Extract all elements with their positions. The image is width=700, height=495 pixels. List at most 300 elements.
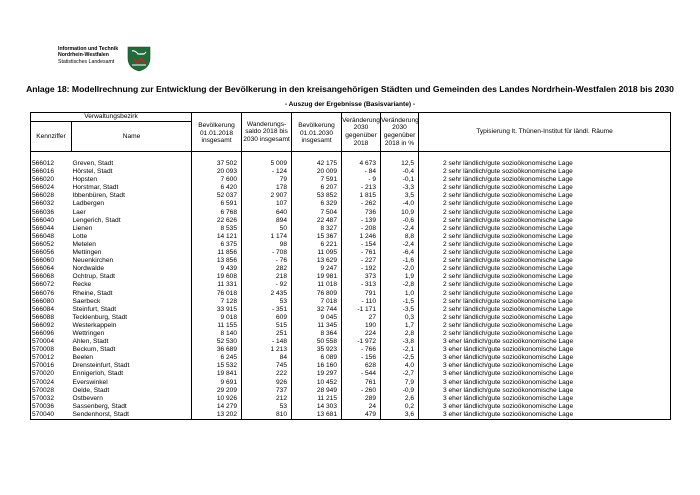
table-row: [31, 200, 671, 208]
kennziffer-cell: 566048: [31, 233, 72, 241]
veraenderung-cell: 190: [342, 322, 381, 330]
wanderung-cell: 745: [242, 362, 292, 370]
veraenderung-pct-cell: -2,0: [381, 265, 419, 273]
typisierung-cell: 3 eher ländlich/gute sozioökonomische Lage: [419, 395, 671, 403]
bev2018-cell: 10 926: [192, 395, 242, 403]
bev2030-cell: 10 452: [292, 379, 342, 387]
name-cell: Lotte: [72, 233, 192, 241]
table-row: [31, 403, 671, 411]
veraenderung-pct-cell: 2,8: [381, 330, 419, 338]
it-nrw-logo: [58, 46, 228, 76]
bev2018-cell: 6 245: [192, 354, 242, 362]
bev2030-cell: 7 018: [292, 298, 342, 306]
veraenderung-cell: - 313: [342, 281, 381, 289]
veraenderung-pct-cell: -3,8: [381, 338, 419, 346]
typisierung-cell: 3 eher ländlich/gute sozioökonomische Lage: [419, 411, 671, 420]
bev2030-cell: 11 018: [292, 281, 342, 289]
table-row: [31, 387, 671, 395]
table-row: [31, 354, 671, 362]
bev2018-cell: 11 856: [192, 249, 242, 257]
typisierung-cell: 2 sehr ländlich/gute sozioökonomische Lage: [419, 298, 671, 306]
name-cell: Laer: [72, 209, 192, 217]
table-row: [31, 411, 671, 420]
table-row: [31, 241, 671, 249]
veraenderung-cell: - 156: [342, 354, 381, 362]
kennziffer-cell: 570036: [31, 403, 72, 411]
table-row: [31, 209, 671, 217]
page-subtitle: - Auszug der Ergebnisse (Basisvariante) -: [284, 101, 416, 108]
kennziffer-cell: 566084: [31, 306, 72, 314]
kennziffer-cell: 566028: [31, 192, 72, 200]
kennziffer-cell: 570012: [31, 354, 72, 362]
name-cell: Beelen: [72, 354, 192, 362]
name-cell: Ochtrup, Stadt: [72, 273, 192, 281]
kennziffer-cell: 566080: [31, 298, 72, 306]
veraenderung-cell: 1 815: [342, 192, 381, 200]
bev2030-cell: 7 591: [292, 176, 342, 184]
typisierung-cell: 2 sehr ländlich/gute sozioökonomische Lage: [419, 217, 671, 225]
wanderung-cell: 609: [242, 314, 292, 322]
bev2030-cell: 6 329: [292, 200, 342, 208]
veraenderung-pct-cell: -2,5: [381, 354, 419, 362]
bev2030-cell: 11 345: [292, 322, 342, 330]
veraenderung-cell: - 110: [342, 298, 381, 306]
name-cell: Ladbergen: [72, 200, 192, 208]
veraenderung-pct-cell: 1,9: [381, 273, 419, 281]
kennziffer-cell: 566056: [31, 249, 72, 257]
typisierung-cell: 2 sehr ländlich/gute sozioökonomische Lage: [419, 265, 671, 273]
veraenderung-cell: - 84: [342, 168, 381, 176]
table-row: [31, 168, 671, 176]
typisierung-cell: 2 sehr ländlich/gute sozioökonomische Lage: [419, 241, 671, 249]
bev2018-cell: 7 600: [192, 176, 242, 184]
name-cell: Oelde, Stadt: [72, 387, 192, 395]
typisierung-cell: 2 sehr ländlich/gute sozioökonomische Lage: [419, 290, 671, 298]
bev2030-cell: 19 297: [292, 370, 342, 378]
bev2030-cell: 11 095: [292, 249, 342, 257]
typisierung-cell: 2 sehr ländlich/gute sozioökonomische Lage: [419, 168, 671, 176]
kennziffer-cell: 570032: [31, 395, 72, 403]
bev2018-cell: 29 209: [192, 387, 242, 395]
wanderung-cell: 5 009: [242, 152, 292, 169]
wanderung-cell: 1 213: [242, 346, 292, 354]
typisierung-cell: 2 sehr ländlich/gute sozioökonomische Lage: [419, 176, 671, 184]
kennziffer-cell: 566060: [31, 257, 72, 265]
wanderung-cell: 178: [242, 184, 292, 192]
name-cell: Lengerich, Stadt: [72, 217, 192, 225]
typisierung-cell: 2 sehr ländlich/gute sozioökonomische Lage: [419, 330, 671, 338]
wanderung-cell: 2 907: [242, 192, 292, 200]
typisierung-cell: 3 eher ländlich/gute sozioökonomische Lage: [419, 370, 671, 378]
bev2030-cell: 15 367: [292, 233, 342, 241]
veraenderung-pct-cell: 0,3: [381, 314, 419, 322]
bev2018-cell: 6 375: [192, 241, 242, 249]
bev2030-cell: 32 744: [292, 306, 342, 314]
nrw-coat-of-arms-icon: [124, 46, 154, 72]
veraenderung-pct-cell: -1,5: [381, 298, 419, 306]
kennziffer-cell: 566040: [31, 217, 72, 225]
typisierung-cell: 2 sehr ländlich/gute sozioökonomische Lage: [419, 322, 671, 330]
veraenderung-pct-cell: 10,9: [381, 209, 419, 217]
veraenderung-cell: 24: [342, 403, 381, 411]
wanderung-cell: - 148: [242, 338, 292, 346]
table-row: [31, 192, 671, 200]
bev2030-cell: 35 923: [292, 346, 342, 354]
wanderung-cell: 515: [242, 322, 292, 330]
bev2030-cell: 6 221: [292, 241, 342, 249]
table-row: [31, 298, 671, 306]
table-row: [31, 395, 671, 403]
veraenderung-cell: - 761: [342, 249, 381, 257]
bev2018-cell: 76 018: [192, 290, 242, 298]
typisierung-cell: 2 sehr ländlich/gute sozioökonomische Lage: [419, 281, 671, 289]
bev2030-cell: 7 504: [292, 209, 342, 217]
header-veraenderung-prozent: Veränderung 2030 gegenüber 2018 in %: [381, 113, 419, 152]
veraenderung-cell: - 260: [342, 387, 381, 395]
kennziffer-cell: 566096: [31, 330, 72, 338]
name-cell: Beckum, Stadt: [72, 346, 192, 354]
bev2018-cell: 6 591: [192, 200, 242, 208]
name-cell: Saerbeck: [72, 298, 192, 306]
veraenderung-pct-cell: -0,6: [381, 217, 419, 225]
veraenderung-cell: 1 246: [342, 233, 381, 241]
kennziffer-cell: 570008: [31, 346, 72, 354]
veraenderung-pct-cell: 8,8: [381, 233, 419, 241]
kennziffer-cell: 566032: [31, 200, 72, 208]
table-row: [31, 290, 671, 298]
population-table: [30, 112, 671, 420]
bev2030-cell: 53 852: [292, 192, 342, 200]
kennziffer-cell: 566092: [31, 322, 72, 330]
veraenderung-pct-cell: -0,4: [381, 168, 419, 176]
bev2018-cell: 52 530: [192, 338, 242, 346]
bev2018-cell: 33 915: [192, 306, 242, 314]
veraenderung-cell: - 208: [342, 225, 381, 233]
name-cell: Mettingen: [72, 249, 192, 257]
table-row: [31, 152, 671, 169]
name-cell: Rheine, Stadt: [72, 290, 192, 298]
table-row: [31, 314, 671, 322]
bev2030-cell: 16 160: [292, 362, 342, 370]
typisierung-cell: 2 sehr ländlich/gute sozioökonomische Lage: [419, 314, 671, 322]
typisierung-cell: 2 sehr ländlich/gute sozioökonomische Lage: [419, 257, 671, 265]
wanderung-cell: 79: [242, 176, 292, 184]
veraenderung-cell: 224: [342, 330, 381, 338]
typisierung-cell: 2 sehr ländlich/gute sozioökonomische Lage: [419, 233, 671, 241]
logo-line-1: Information und Technik: [58, 46, 119, 52]
veraenderung-pct-cell: -2,7: [381, 370, 419, 378]
bev2018-cell: 20 093: [192, 168, 242, 176]
kennziffer-cell: 566024: [31, 184, 72, 192]
name-cell: Ennigerloh, Stadt: [72, 370, 192, 378]
name-cell: Metelen: [72, 241, 192, 249]
logo-text: [58, 46, 118, 65]
bev2018-cell: 19 841: [192, 370, 242, 378]
wanderung-cell: 640: [242, 209, 292, 217]
name-cell: Nordwalde: [72, 265, 192, 273]
veraenderung-pct-cell: 12,5: [381, 152, 419, 169]
header-bevoelkerung-2030: Bevölkerung 01.01.2030 insgesamt: [292, 113, 342, 152]
bev2030-cell: 13 629: [292, 257, 342, 265]
kennziffer-cell: 566052: [31, 241, 72, 249]
bev2018-cell: 13 202: [192, 411, 242, 420]
kennziffer-cell: 570016: [31, 362, 72, 370]
kennziffer-cell: 566016: [31, 168, 72, 176]
bev2030-cell: 42 175: [292, 152, 342, 169]
typisierung-cell: 3 eher ländlich/gute sozioökonomische Lage: [419, 346, 671, 354]
bev2030-cell: 50 558: [292, 338, 342, 346]
veraenderung-pct-cell: -0,9: [381, 387, 419, 395]
veraenderung-cell: 761: [342, 379, 381, 387]
bev2018-cell: 19 608: [192, 273, 242, 281]
table-row: [31, 265, 671, 273]
wanderung-cell: 98: [242, 241, 292, 249]
veraenderung-cell: - 9: [342, 176, 381, 184]
kennziffer-cell: 566012: [31, 152, 72, 169]
veraenderung-pct-cell: -2,4: [381, 225, 419, 233]
name-cell: Sendenhorst, Stadt: [72, 411, 192, 420]
typisierung-cell: 2 sehr ländlich/gute sozioökonomische Lage: [419, 249, 671, 257]
veraenderung-cell: 736: [342, 209, 381, 217]
typisierung-cell: 2 sehr ländlich/gute sozioökonomische Lage: [419, 184, 671, 192]
kennziffer-cell: 570040: [31, 411, 72, 420]
header-verwaltungsbezirk: Verwaltungsbezirk: [31, 113, 192, 122]
bev2030-cell: 13 681: [292, 411, 342, 420]
veraenderung-cell: - 154: [342, 241, 381, 249]
typisierung-cell: 3 eher ländlich/gute sozioökonomische Lage: [419, 387, 671, 395]
veraenderung-cell: - 139: [342, 217, 381, 225]
table-row: [31, 217, 671, 225]
wanderung-cell: 2 435: [242, 290, 292, 298]
bev2018-cell: 52 037: [192, 192, 242, 200]
logo-line-3: Statistisches Landesamt: [58, 58, 115, 65]
table-row: [31, 176, 671, 184]
header-bevoelkerung-2018: Bevölkerung 01.01.2018 insgesamt: [192, 113, 242, 152]
name-cell: Greven, Stadt: [72, 152, 192, 169]
table-row: [31, 306, 671, 314]
bev2030-cell: 6 089: [292, 354, 342, 362]
typisierung-cell: 3 eher ländlich/gute sozioökonomische Lage: [419, 354, 671, 362]
wanderung-cell: 84: [242, 354, 292, 362]
table-row: [31, 257, 671, 265]
table-row: [31, 281, 671, 289]
wanderung-cell: 894: [242, 217, 292, 225]
bev2030-cell: 19 981: [292, 273, 342, 281]
header-name: Name: [72, 122, 192, 152]
typisierung-cell: 2 sehr ländlich/gute sozioökonomische Lage: [419, 306, 671, 314]
veraenderung-pct-cell: 3,6: [381, 411, 419, 420]
bev2030-cell: 9 247: [292, 265, 342, 273]
bev2030-cell: 8 327: [292, 225, 342, 233]
bev2018-cell: 15 532: [192, 362, 242, 370]
table-row: [31, 233, 671, 241]
bev2018-cell: 37 502: [192, 152, 242, 169]
logo-line-2: Nordrhein-Westfalen: [58, 52, 109, 59]
table-row: [31, 273, 671, 281]
wanderung-cell: - 351: [242, 306, 292, 314]
bev2030-cell: 22 487: [292, 217, 342, 225]
name-cell: Hopsten: [72, 176, 192, 184]
veraenderung-cell: 289: [342, 395, 381, 403]
kennziffer-cell: 566020: [31, 176, 72, 184]
name-cell: Steinfurt, Stadt: [72, 306, 192, 314]
veraenderung-pct-cell: 0,2: [381, 403, 419, 411]
table-row: [31, 184, 671, 192]
kennziffer-cell: 566076: [31, 290, 72, 298]
typisierung-cell: 3 eher ländlich/gute sozioökonomische Lage: [419, 338, 671, 346]
table-row: [31, 370, 671, 378]
veraenderung-pct-cell: 4,0: [381, 362, 419, 370]
veraenderung-pct-cell: -6,4: [381, 249, 419, 257]
veraenderung-cell: 479: [342, 411, 381, 420]
wanderung-cell: 53: [242, 298, 292, 306]
bev2030-cell: 76 809: [292, 290, 342, 298]
veraenderung-cell: - 544: [342, 370, 381, 378]
header-wanderungssaldo: Wanderungs-saldo 2018 bis 2030 insgesamt: [242, 113, 292, 152]
name-cell: Lienen: [72, 225, 192, 233]
name-cell: Drensteinfurt, Stadt: [72, 362, 192, 370]
bev2018-cell: 13 856: [192, 257, 242, 265]
bev2018-cell: 8 140: [192, 330, 242, 338]
veraenderung-cell: - 192: [342, 265, 381, 273]
table-body: [31, 152, 671, 420]
wanderung-cell: 737: [242, 387, 292, 395]
kennziffer-cell: 566068: [31, 273, 72, 281]
bev2018-cell: 9 018: [192, 314, 242, 322]
bev2018-cell: 7 128: [192, 298, 242, 306]
bev2018-cell: 14 279: [192, 403, 242, 411]
veraenderung-cell: - 262: [342, 200, 381, 208]
typisierung-cell: 3 eher ländlich/gute sozioökonomische Lage: [419, 403, 671, 411]
bev2030-cell: 28 949: [292, 387, 342, 395]
wanderung-cell: 1 174: [242, 233, 292, 241]
bev2030-cell: 14 303: [292, 403, 342, 411]
bev2030-cell: 20 009: [292, 168, 342, 176]
veraenderung-cell: - 227: [342, 257, 381, 265]
wanderung-cell: 222: [242, 370, 292, 378]
name-cell: Recke: [72, 281, 192, 289]
wanderung-cell: - 92: [242, 281, 292, 289]
bev2018-cell: 8 535: [192, 225, 242, 233]
bev2030-cell: 8 364: [292, 330, 342, 338]
bev2018-cell: 22 626: [192, 217, 242, 225]
bev2018-cell: 9 439: [192, 265, 242, 273]
name-cell: Neuenkirchen: [72, 257, 192, 265]
name-cell: Westerkappeln: [72, 322, 192, 330]
bev2030-cell: 11 215: [292, 395, 342, 403]
table-row: [31, 338, 671, 346]
bev2018-cell: 36 689: [192, 346, 242, 354]
name-cell: Tecklenburg, Stadt: [72, 314, 192, 322]
table-row: [31, 362, 671, 370]
veraenderung-cell: 791: [342, 290, 381, 298]
kennziffer-cell: 566072: [31, 281, 72, 289]
wanderung-cell: 251: [242, 330, 292, 338]
wanderung-cell: 212: [242, 395, 292, 403]
table-row: [31, 379, 671, 387]
name-cell: Ibbenbüren, Stadt: [72, 192, 192, 200]
wanderung-cell: 282: [242, 265, 292, 273]
veraenderung-cell: 628: [342, 362, 381, 370]
bev2030-cell: 9 045: [292, 314, 342, 322]
bev2018-cell: 14 121: [192, 233, 242, 241]
veraenderung-cell: -1 171: [342, 306, 381, 314]
veraenderung-pct-cell: 3,5: [381, 192, 419, 200]
name-cell: Ahlen, Stadt: [72, 338, 192, 346]
bev2018-cell: 11 331: [192, 281, 242, 289]
veraenderung-cell: 373: [342, 273, 381, 281]
kennziffer-cell: 566064: [31, 265, 72, 273]
table-row: [31, 225, 671, 233]
wanderung-cell: 810: [242, 411, 292, 420]
kennziffer-cell: 566044: [31, 225, 72, 233]
bev2018-cell: 9 691: [192, 379, 242, 387]
veraenderung-cell: - 213: [342, 184, 381, 192]
table-row: [31, 330, 671, 338]
table-row: [31, 322, 671, 330]
header-typisierung: Typisierung lt. Thünen-Institut für ländl. Räume: [419, 113, 671, 152]
kennziffer-cell: 570024: [31, 379, 72, 387]
bev2018-cell: 6 768: [192, 209, 242, 217]
veraenderung-pct-cell: -2,8: [381, 281, 419, 289]
page-title: Anlage 18: Modellrechnung zur Entwicklung der Bevölkerung in den kreisangehörigen Städten und Gemeinden des Landes Nordrhein-Westfalen 2018 bis 2030: [26, 84, 674, 94]
veraenderung-pct-cell: 1,0: [381, 290, 419, 298]
veraenderung-cell: - 766: [342, 346, 381, 354]
typisierung-cell: 3 eher ländlich/gute sozioökonomische Lage: [419, 379, 671, 387]
bev2030-cell: 6 207: [292, 184, 342, 192]
veraenderung-pct-cell: -2,4: [381, 241, 419, 249]
wanderung-cell: - 708: [242, 249, 292, 257]
header-kennziffer: Kennziffer: [31, 122, 72, 152]
typisierung-cell: 2 sehr ländlich/gute sozioökonomische Lage: [419, 273, 671, 281]
kennziffer-cell: 570028: [31, 387, 72, 395]
wanderung-cell: 53: [242, 403, 292, 411]
veraenderung-pct-cell: -0,1: [381, 176, 419, 184]
wanderung-cell: 218: [242, 273, 292, 281]
table-row: [31, 346, 671, 354]
typisierung-cell: 2 sehr ländlich/gute sozioökonomische Lage: [419, 200, 671, 208]
name-cell: Sassenberg, Stadt: [72, 403, 192, 411]
table-row: [31, 249, 671, 257]
wanderung-cell: - 76: [242, 257, 292, 265]
name-cell: Horstmar, Stadt: [72, 184, 192, 192]
kennziffer-cell: 566088: [31, 314, 72, 322]
kennziffer-cell: 566036: [31, 209, 72, 217]
veraenderung-cell: 27: [342, 314, 381, 322]
wanderung-cell: 107: [242, 200, 292, 208]
veraenderung-pct-cell: -2,1: [381, 346, 419, 354]
wanderung-cell: - 124: [242, 168, 292, 176]
name-cell: Wettringen: [72, 330, 192, 338]
bev2018-cell: 6 420: [192, 184, 242, 192]
typisierung-cell: 2 sehr ländlich/gute sozioökonomische Lage: [419, 209, 671, 217]
kennziffer-cell: 570020: [31, 370, 72, 378]
veraenderung-pct-cell: -3,3: [381, 184, 419, 192]
name-cell: Everswinkel: [72, 379, 192, 387]
name-cell: Hörstel, Stadt: [72, 168, 192, 176]
typisierung-cell: 2 sehr ländlich/gute sozioökonomische Lage: [419, 225, 671, 233]
veraenderung-pct-cell: 1,7: [381, 322, 419, 330]
veraenderung-pct-cell: -4,0: [381, 200, 419, 208]
veraenderung-pct-cell: 2,6: [381, 395, 419, 403]
typisierung-cell: 3 eher ländlich/gute sozioökonomische Lage: [419, 362, 671, 370]
kennziffer-cell: 570004: [31, 338, 72, 346]
veraenderung-pct-cell: -3,5: [381, 306, 419, 314]
veraenderung-pct-cell: 7,9: [381, 379, 419, 387]
wanderung-cell: 50: [242, 225, 292, 233]
typisierung-cell: 2 sehr ländlich/gute sozioökonomische Lage: [419, 192, 671, 200]
bev2018-cell: 11 155: [192, 322, 242, 330]
